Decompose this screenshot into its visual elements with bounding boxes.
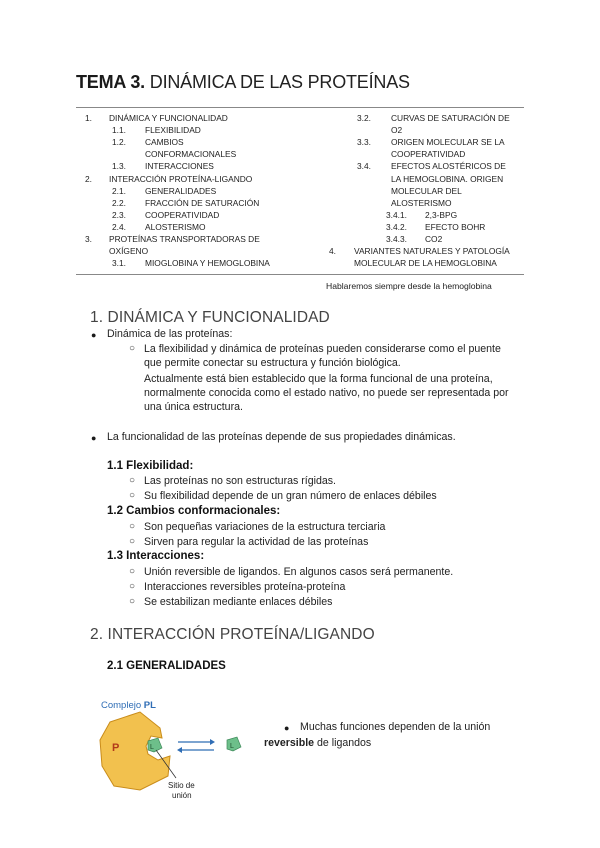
toc-item-text[interactable]: GENERALIDADES bbox=[145, 185, 217, 196]
toc-item-number: 4. bbox=[329, 246, 336, 257]
toc-item-number: 1. bbox=[85, 113, 92, 123]
toc-item-number: 1.2. bbox=[112, 137, 126, 148]
arrow-backward-head bbox=[177, 747, 182, 753]
toc-item-text[interactable]: FLEXIBILIDAD bbox=[145, 125, 201, 136]
sub-bullet-circle: ○ bbox=[129, 343, 136, 354]
toc-item-number: 3.4.1. bbox=[386, 209, 407, 220]
toc-item-text[interactable]: ALOSTERISMO bbox=[145, 221, 206, 232]
sub1-line-2: que permite conectar su estructura y función biológica. bbox=[144, 357, 401, 369]
toc-item-text[interactable]: COOPERATIVIDAD bbox=[145, 209, 220, 220]
bullet-dinamica: Dinámica de las proteínas: bbox=[107, 328, 233, 340]
toc-item-number: 3.4. bbox=[357, 161, 371, 172]
sub-bullet-circle: ○ bbox=[129, 536, 136, 547]
toc-item-text[interactable]: VARIANTES NATURALES Y PATOLOGÍA bbox=[354, 246, 510, 257]
toc-item-number: 3.4.3. bbox=[386, 234, 407, 244]
toc-item-text[interactable]: MOLECULAR DEL bbox=[391, 185, 462, 196]
toc-item-number: 2.2. bbox=[112, 197, 126, 208]
arrow-forward-head bbox=[210, 739, 215, 745]
figure-bullet-rest: de ligandos bbox=[314, 737, 372, 749]
bound-ligand-label: L bbox=[150, 744, 154, 751]
toc-item-text[interactable]: CO2 bbox=[425, 234, 443, 244]
sub1-para-line-1: Actualmente está bien establecido que la forma funcional de una proteína, bbox=[144, 373, 493, 385]
toc-item-number: 2.4. bbox=[112, 221, 126, 232]
toc-item-number: 1.3. bbox=[112, 161, 126, 172]
bullet-dot: ● bbox=[91, 330, 97, 340]
toc-item-number: 3.1. bbox=[112, 258, 126, 269]
toc-item-text[interactable]: MIOGLOBINA Y HEMOGLOBINA bbox=[145, 258, 270, 269]
sub-bullet-circle: ○ bbox=[129, 581, 136, 592]
bullet-dot: ● bbox=[91, 433, 97, 443]
sub-bullet-circle: ○ bbox=[129, 596, 136, 607]
figure-bullet-bold: reversible bbox=[264, 737, 315, 749]
toc-item-number: 2. bbox=[85, 173, 92, 184]
figure-bullet-line-2 bbox=[264, 737, 371, 750]
flex-item: Las proteínas no son estructuras rígidas. bbox=[144, 475, 336, 487]
toc-item-text[interactable]: O2 bbox=[391, 125, 403, 136]
sub1-line-1: La flexibilidad y dinámica de proteínas pueden considerarse como el puente bbox=[144, 343, 501, 355]
site-label-line-2: unión bbox=[172, 791, 192, 800]
toc-item-number: 3. bbox=[85, 234, 92, 244]
toc-item-number: 2.1. bbox=[112, 185, 126, 196]
toc-item-text[interactable]: CONFORMACIONALES bbox=[145, 149, 237, 160]
toc-item-text[interactable]: FRACCIÓN DE SATURACIÓN bbox=[145, 197, 260, 208]
section-1-heading: 1. DINÁMICA Y FUNCIONALIDAD bbox=[90, 309, 330, 326]
toc-note: Hablaremos siempre desde la hemoglobina bbox=[326, 281, 492, 291]
toc-item-text[interactable]: MOLECULAR DE LA HEMOGLOBINA bbox=[354, 258, 497, 269]
toc-item-text[interactable]: OXÍGENO bbox=[109, 246, 149, 257]
toc-item-text[interactable]: DINÁMICA Y FUNCIONALIDAD bbox=[109, 113, 228, 123]
bullet-funcionalidad: La funcionalidad de las proteínas depende de sus propiedades dinámicas. bbox=[107, 431, 456, 443]
toc-item-number: 3.2. bbox=[357, 113, 371, 123]
toc-item-number: 1.1. bbox=[112, 125, 126, 136]
toc-item-text[interactable]: INTERACCIÓN PROTEÍNA-LIGANDO bbox=[109, 173, 253, 184]
generalidades-heading: 2.1 GENERALIDADES bbox=[107, 660, 226, 672]
complex-label: Complejo PL bbox=[101, 700, 156, 711]
toc-item-text[interactable]: CURVAS DE SATURACIÓN DE bbox=[391, 113, 510, 123]
toc-item-text[interactable]: ORIGEN MOLECULAR SE LA bbox=[391, 137, 505, 148]
toc-item-text[interactable]: COOPERATIVIDAD bbox=[391, 149, 466, 160]
inter-heading: 1.3 Interacciones: bbox=[107, 550, 205, 562]
toc-item-text[interactable]: EFECTO BOHR bbox=[425, 221, 486, 232]
title-number: TEMA 3. bbox=[76, 72, 145, 92]
bullet-dot: ● bbox=[284, 723, 290, 733]
toc-item-number: 3.4.2. bbox=[386, 221, 407, 232]
inter-item: Unión reversible de ligandos. En algunos casos será permanente. bbox=[144, 566, 454, 578]
flex-item: Su flexibilidad depende de un gran número de enlaces débiles bbox=[144, 490, 437, 502]
protein-p-label: P bbox=[112, 742, 120, 754]
free-ligand-label: L bbox=[230, 743, 234, 750]
flex-heading: 1.1 Flexibilidad: bbox=[107, 460, 194, 472]
toc-item-text[interactable]: 2,3-BPG bbox=[425, 209, 458, 220]
toc-item-text[interactable]: PROTEÍNAS TRANSPORTADORAS DE bbox=[109, 234, 260, 244]
sub-bullet-circle: ○ bbox=[129, 475, 136, 486]
site-label-line-1: Sitio de bbox=[168, 781, 195, 790]
toc-bottom-divider bbox=[76, 274, 524, 275]
toc-item-number: 3.3. bbox=[357, 137, 371, 148]
toc-item-text[interactable]: ALOSTERISMO bbox=[391, 197, 452, 208]
conf-item: Son pequeñas variaciones de la estructura terciaria bbox=[144, 521, 386, 533]
toc-item-text[interactable]: EFECTOS ALOSTÉRICOS DE bbox=[391, 161, 506, 172]
figure-bullet-line-1: Muchas funciones dependen de la unión bbox=[300, 721, 491, 733]
sub-bullet-circle: ○ bbox=[129, 521, 136, 532]
sub1-para-line-2: normalmente conocida como el estado nativo, no puede ser representada por bbox=[144, 387, 509, 399]
protein-shape bbox=[100, 712, 170, 790]
sub1-para-line-3: una única estructura. bbox=[144, 401, 243, 413]
sub-bullet-circle: ○ bbox=[129, 490, 136, 501]
toc-item-number: 2.3. bbox=[112, 209, 126, 220]
toc-item-text[interactable]: CAMBIOS bbox=[145, 137, 184, 148]
section-2-heading: 2. INTERACCIÓN PROTEÍNA/LIGANDO bbox=[90, 626, 375, 643]
protein-ligand-figure bbox=[96, 694, 266, 806]
toc-item-text[interactable]: INTERACCIONES bbox=[145, 161, 214, 172]
toc-item-text[interactable]: LA HEMOGLOBINA. ORIGEN bbox=[391, 173, 504, 184]
title-text: DINÁMICA DE LAS PROTEÍNAS bbox=[149, 72, 410, 92]
inter-item: Interacciones reversibles proteína-proteína bbox=[144, 581, 346, 593]
inter-item: Se estabilizan mediante enlaces débiles bbox=[144, 596, 333, 608]
conf-item: Sirven para regular la actividad de las proteínas bbox=[144, 536, 369, 548]
sub-bullet-circle: ○ bbox=[129, 566, 136, 577]
conf-heading: 1.2 Cambios conformacionales: bbox=[107, 505, 281, 517]
